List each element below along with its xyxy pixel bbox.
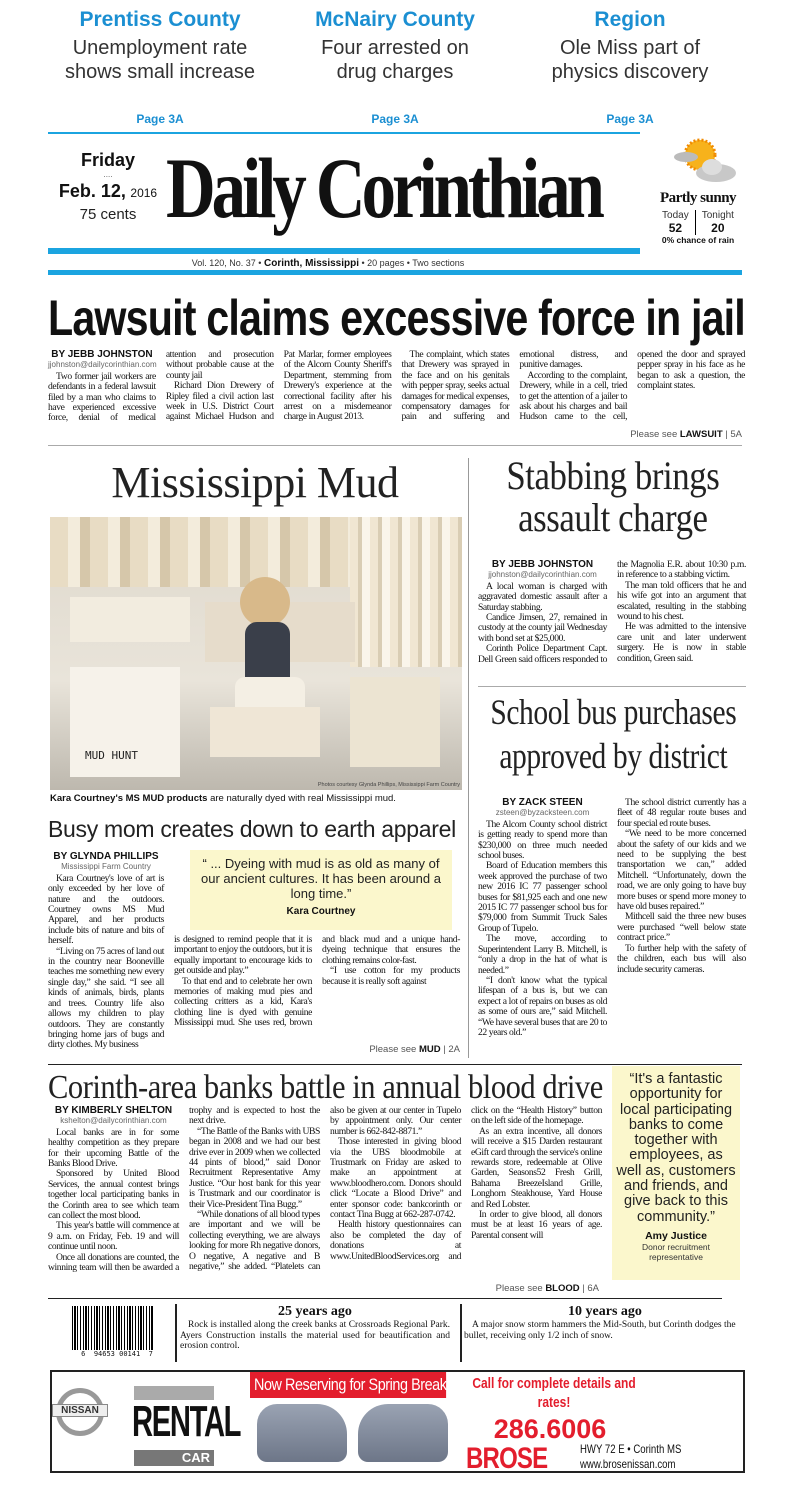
quote-author: Amy Justice xyxy=(645,1229,707,1242)
stabbing-headline[interactable]: Stabbing brings assault charge xyxy=(506,453,720,540)
paragraph: As an extra incentive, all donors will receive a $15 Darden restaurant eGift card through the service's online rewards store, redeemable at Olive Garden, Seasons52 Fresh Grill, Bahama BreezeIsland Grille, Longhorn Steakhouse, Yard House and Red Lobster. xyxy=(471,1125,602,1210)
quote-author: Kara Courtney xyxy=(286,906,356,917)
call-text: Call for complete details and rates! xyxy=(472,1375,636,1411)
byline-source: Mississippi Farm Country xyxy=(61,862,151,872)
pages: • 20 pages • Two sections xyxy=(361,258,465,268)
photo-credit: Photos courtesy Glynda Phillips, Mississippi Farm Country xyxy=(317,782,460,788)
history-10-years xyxy=(464,1304,746,1341)
history-text: Rock is installed along the creek banks at Crossroads Regional Park. Ayers Construction installs the material used for beautification and erosion control. xyxy=(180,1320,450,1351)
rental-text: RENTAL xyxy=(132,1397,241,1446)
divider xyxy=(48,270,742,275)
paragraph: Sponsored by United Blood Services, the annual contest brings together local participating banks in the Corinth area to see which team can collect the most blood. xyxy=(48,1168,179,1222)
column-divider xyxy=(175,1304,177,1362)
paragraph: The man told officers that he and his wife got into an argument that escalated, resulting in the stabbing wound to his chest. xyxy=(617,579,746,623)
paragraph: is designed to remind people that it is important to enjoy the outdoors, but it is equally important to encourage kids to get outside and play.” xyxy=(174,934,312,977)
jump-text: BLOOD xyxy=(545,1283,580,1294)
history-title: 25 years ago xyxy=(278,1304,352,1319)
spring-break-banner-text: Now Reserving for Spring Break! xyxy=(254,1375,451,1394)
paragraph: Two former jail workers are defendants in a federal lawsuit filed by a man who claims to have experienced excessive force, denial of medical attention and prosecution without probable cause at the county jail xyxy=(48,349,274,424)
jump-text: LAWSUIT xyxy=(679,429,723,440)
byline: BY ZACK STEEN xyxy=(502,797,583,808)
paragraph: Kara Courtney's love of art is only exceeded by her love of nature and the outdoors. Courtney owns MS Mud Apparel, and her products include bits of nature and bits of herself. xyxy=(48,872,164,947)
bus-headline[interactable]: School bus purchases approved by district xyxy=(490,692,737,776)
blood-body xyxy=(48,1106,602,1280)
teaser-page: Page 3A xyxy=(136,112,184,126)
today-label: Today xyxy=(662,210,689,221)
volume-line xyxy=(48,258,608,269)
mud-subhead[interactable]: Busy mom creates down to earth apparel xyxy=(48,816,456,842)
caption-text: are naturally dyed with real Mississippi mud. xyxy=(210,793,396,804)
paragraph: The move, according to Superintendent Larry B. Mitchell, is “only a drop in the hat of what is needed.” xyxy=(478,933,607,976)
byline-email: jjohnston@dailycorinthian.com xyxy=(48,360,157,370)
divider xyxy=(48,248,640,254)
blood-pull-quote xyxy=(612,1066,740,1280)
mud-photo[interactable] xyxy=(50,517,462,790)
stabbing-body xyxy=(478,560,746,682)
jump-text: MUD xyxy=(418,1044,441,1055)
tonight-label: Tonight xyxy=(701,210,734,221)
divider xyxy=(478,686,746,687)
lawsuit-jump-link[interactable] xyxy=(630,429,742,440)
weather-condition: Partly sunny xyxy=(659,190,737,206)
mud-lower-body xyxy=(174,935,460,1037)
byline: BY JEBB JOHNSTON xyxy=(491,559,594,570)
lawsuit-headline[interactable]: Lawsuit claims excessive force in jail xyxy=(48,290,745,346)
paragraph: Richard Dion Drewery of Ripley filed a civil action last week in U.S. District Court against Michael Hudson and Pat Marlar, former employees of the Alcorn County Sheriff's Department, stemming from Drewery's experience at the correctional facility after his arrest on a misdemeanor charge in August 2013. xyxy=(165,349,392,423)
photo-sign: MUD HUNT xyxy=(85,749,138,762)
column-divider xyxy=(468,458,469,1058)
lawsuit-body xyxy=(48,350,745,426)
paragraph: Once all donations are counted, the winning team will then be awarded a trophy and is expected to host the next drive. xyxy=(48,1105,320,1274)
paragraph: “I don't know what the typical lifespan of a bus is, but we can expect a lot of repairs on buses as old as some of ours are,” said Mitchell. “We have several buses that are 20 to 22 years old.” xyxy=(478,974,607,1038)
byline: BY KIMBERLY SHELTON xyxy=(54,1105,173,1116)
masthead-title: Daily Corinthian xyxy=(166,140,601,236)
quote-text: “It's a fantastic opportunity for local participating banks to come together with employees, as well as, customers and friends, and give back to this community.” xyxy=(616,1071,736,1225)
jump-text: Please see xyxy=(369,1044,417,1055)
teaser-section: Region xyxy=(594,8,666,31)
teaser-page: Page 3A xyxy=(606,112,654,126)
paragraph: To further help with the safety of the children, each bus will also include security cameras. xyxy=(617,942,746,975)
paragraph: Those interested in giving blood via the UBS bloodmobile at Trustmark on Friday are asked to make an appointment at www.bloodhero.com. Donors should click “Locate a Blood Drive” and enter sponsor code: bankcorinth or contact Tina Bugg at 662-287-0742. xyxy=(330,1136,461,1221)
paragraph: “We need to be more concerned about the safety of our kids and we need to be supplying the best transportation we can,” added Mitchell. “Unfortunately, down the road, we are only going to have buy more buses or spend more money to have old buses repaired.” xyxy=(617,828,746,913)
jump-text: | 2A xyxy=(443,1044,460,1055)
paragraph: He was admitted to the intensive care unit and later underwent surgery. He is now in stable condition, Green said. xyxy=(617,621,746,664)
teaser-region[interactable] xyxy=(518,8,742,138)
teaser-page: Page 3A xyxy=(371,112,419,126)
mud-headline[interactable]: Mississippi Mud xyxy=(111,458,399,507)
mud-col1 xyxy=(48,851,164,1051)
history-text: A major snow storm hammers the Mid-South, but Corinth dodges the bullet, receiving only 1/2 inch of snow. xyxy=(464,1320,736,1341)
paragraph: Corinth Police Department Capt. Dell Green said officers responded to the Magnolia E.R. about 10:30 p.m. in reference to a stabbing victim. xyxy=(478,559,746,665)
quote-text: “ ... Dyeing with mud is as old as many of our ancient cultures. It has been around a long time.” xyxy=(201,856,441,901)
paragraph: Board of Education members this week approved the purchase of two new 2016 IC 77 passenger school buses for $81,925 each and one new 2015 IC 77 passenger school bus for $79,000 from Summit Truck Sales Group of Tupelo. xyxy=(478,860,607,934)
weather xyxy=(648,135,748,245)
mud-jump-link[interactable] xyxy=(369,1044,460,1055)
van-image xyxy=(257,1404,347,1462)
brose-logo: BROSE xyxy=(466,1442,548,1475)
paragraph: According to the complaint, Drewery, while in a cell, tried to get the attention of a jailer to ask about his charges and bail Hudson came to the cell, opened the door and sprayed pepper spray in his face as he began to ask a question, the complaint states. xyxy=(519,349,745,423)
bus-body xyxy=(478,798,746,1050)
paragraph: Health history questionnaires can also be completed the day of donations at www.UnitedBloodServices.org and click on the “Health History” button on the left side of the homepage. xyxy=(330,1105,602,1262)
teaser-headline: Ole Miss part of physics discovery xyxy=(551,37,709,83)
byline-email: zsteen@byzacksteen.com xyxy=(495,808,590,818)
partly-sunny-icon xyxy=(668,135,738,185)
paragraph: Candice Jimsen, 27, remained in custody at the county jail Wednesday with bond set at $25,000. xyxy=(478,612,607,644)
price: 75 cents xyxy=(79,206,137,223)
barcode xyxy=(62,1306,172,1362)
paragraph: A local woman is charged with aggravated domestic assault after a Saturday stabbing. xyxy=(478,580,607,613)
jump-text: Please see xyxy=(630,429,678,440)
paragraph: “While donations of all blood types are important and we will be collecting everything, we are always looking for more Rh negative donors, O negative, A negative and B negative,” she added. “Platelets can also be given at our center in Tupelo by appointment only. Our center number is 662-842-8871.” xyxy=(189,1105,461,1273)
paragraph: “The Battle of the Banks with UBS began in 2008 and we had our best drive ever in 2009 when we collected 44 pints of blood,” said Donor Recruitment Representative Amy Justice. “Our host bank for this year is Trustmark and our coordinator is their Vice-President Tina Bugg.” xyxy=(189,1125,320,1210)
dealer-url[interactable]: www.brosenissan.com xyxy=(580,1457,676,1471)
jump-text: | 5A xyxy=(725,429,742,440)
teaser-section: McNairy County xyxy=(315,8,475,31)
paragraph: This year's battle will commence at 9 a.m. on Friday, Feb. 19 and will continue until noon. xyxy=(48,1220,179,1253)
dateline xyxy=(52,150,164,223)
caption-bold: Kara Courtney's MS MUD products xyxy=(50,793,208,804)
paragraph: “I use cotton for my products because it is really soft against xyxy=(322,965,460,987)
blood-headline[interactable]: Corinth-area banks battle in annual blood drive xyxy=(48,1069,603,1106)
mud-pull-quote xyxy=(190,850,452,930)
column-divider xyxy=(460,1304,462,1362)
paragraph: In order to give blood, all donors must be at least 16 years of age. Parental consent will xyxy=(471,1209,602,1241)
divider xyxy=(48,1064,742,1065)
paragraph: To that end and to celebrate her own memories of making mud pies and collecting critters as a kid, Kara's clothing line is dyed with genuine Mississippi mud. She uses red, brown and black mud and a unique hand-dyeing technique that ensures the clothing remains color-fast. xyxy=(174,934,460,1029)
divider xyxy=(48,1298,722,1299)
year: 2016 xyxy=(130,186,158,200)
tonight-temp: 20 xyxy=(711,221,725,235)
nissan-logo-text: NISSAN xyxy=(52,1404,108,1417)
car-text: CAR xyxy=(134,1450,214,1466)
van-image xyxy=(358,1404,448,1462)
today-temp: 52 xyxy=(668,221,683,235)
day: Friday xyxy=(80,150,136,170)
history-25-years xyxy=(180,1304,450,1352)
jump-text: Please see xyxy=(495,1283,543,1294)
city: Corinth, Mississippi xyxy=(263,258,359,269)
paragraph: Mithcell said the three new buses were purchased “well below state contract price.” xyxy=(617,911,746,944)
teaser-headline: Unemployment rate shows small increase xyxy=(64,37,256,83)
dealer-address: HWY 72 E • Corinth MS xyxy=(580,1442,682,1456)
paragraph: “Living on 75 acres of land out in the country near Booneville teaches me something new every single day,” she said. “I see all kinds of animals, birds, plants and trees. Country life also allows my children to play outdoors. They are constantly bringing home jars of bugs and dirty clothes. My business xyxy=(48,945,164,1051)
rain-chance: 0% chance of rain xyxy=(661,235,735,245)
barcode-digits: 6 94653 00141 7 xyxy=(81,1350,153,1358)
byline: BY GLYNDA PHILLIPS xyxy=(53,851,159,862)
volume: Vol. 120, No. 37 • xyxy=(191,258,262,268)
teaser-mcnairy[interactable] xyxy=(283,8,507,138)
dots: .... xyxy=(103,170,113,179)
paragraph: The complaint, which states that Drewery was sprayed in the face and on his genitals with pepper spray, seeks actual damages for medical expenses, compensatory damages for pain and suffering and emotional distress, and punitive damages. xyxy=(401,349,628,423)
paragraph: The school district currently has a fleet of 48 regular route buses and four special ed route buses. xyxy=(617,797,746,829)
paragraph: The Alcorn County school district is getting ready to spend more than $230,000 on three much needed school buses. xyxy=(478,818,607,862)
date: Feb. 12, xyxy=(58,181,126,201)
byline-email: jjohnston@dailycorinthian.com xyxy=(488,570,597,580)
teaser-section: Prentiss County xyxy=(79,8,241,31)
byline-email: kshelton@dailycorinthian.com xyxy=(60,1116,167,1126)
quote-role: Donor recruitment representative xyxy=(641,1241,711,1262)
divider xyxy=(48,445,742,446)
paragraph: Local banks are in for some healthy competition as they prepare for their upcoming Battle of the Banks Blood Drive. xyxy=(48,1126,179,1170)
byline: BY JEBB JOHNSTON xyxy=(51,349,153,360)
divider xyxy=(48,132,640,134)
blood-jump-link[interactable] xyxy=(496,1283,599,1294)
teaser-prentiss[interactable] xyxy=(48,8,272,138)
phone-number[interactable]: 286.6006 xyxy=(493,1414,607,1444)
teaser-headline: Four arrested on drug charges xyxy=(321,37,469,83)
nissan-rental-ad[interactable] xyxy=(50,1370,745,1473)
mud-caption xyxy=(50,793,396,804)
jump-text: | 6A xyxy=(582,1283,599,1294)
history-title: 10 years ago xyxy=(568,1304,642,1319)
